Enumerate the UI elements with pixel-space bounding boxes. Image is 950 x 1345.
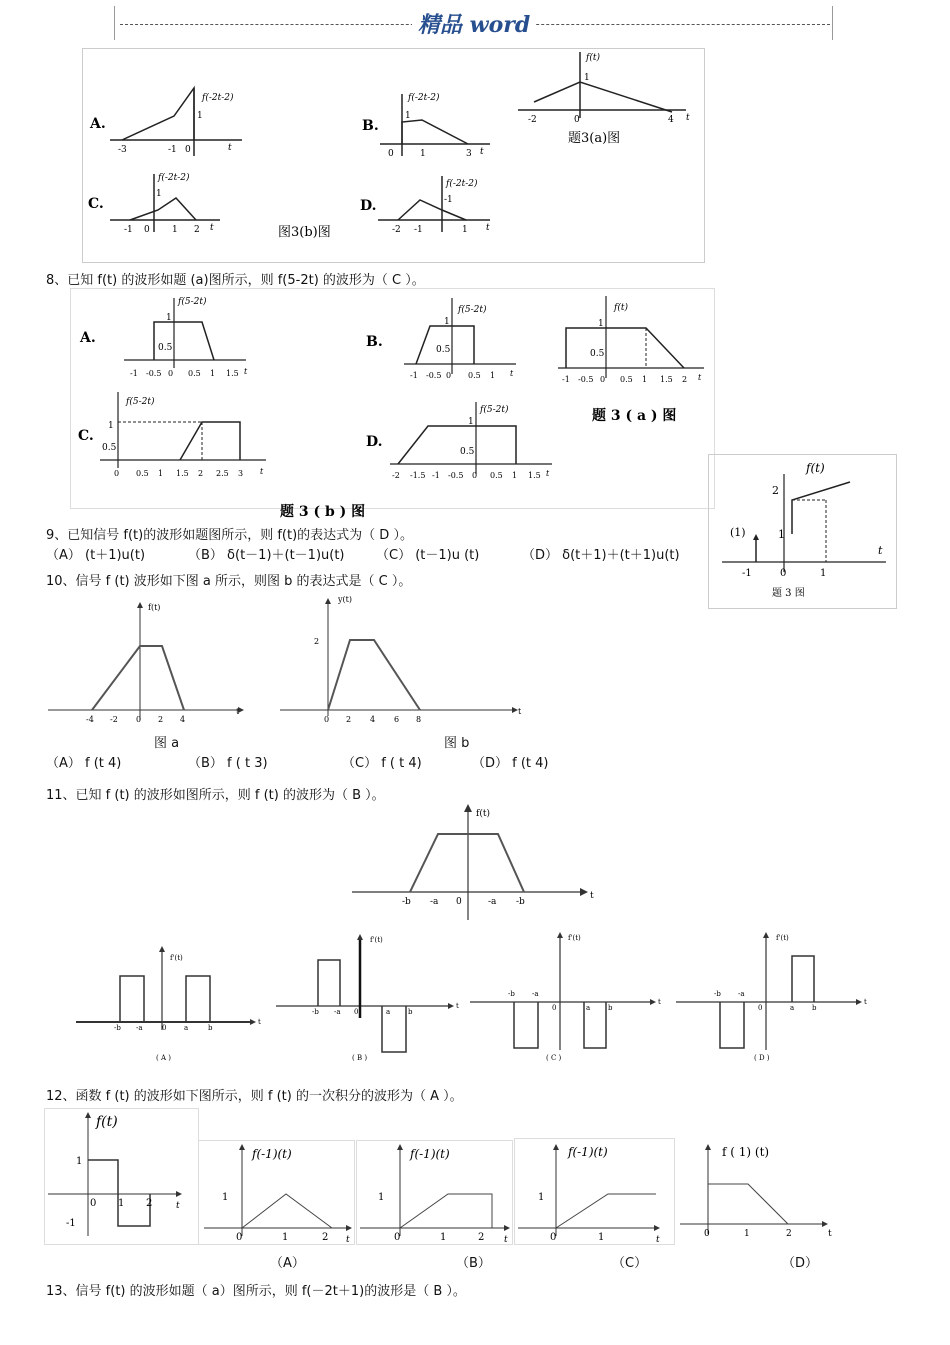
svg-text:f'(t): f'(t) — [370, 936, 383, 944]
svg-text:0.5: 0.5 — [158, 343, 173, 353]
svg-text:f(-2t-2): f(-2t-2) — [446, 179, 478, 189]
svg-text:0: 0 — [324, 715, 330, 724]
svg-text:t: t — [244, 367, 248, 376]
svg-text:-a: -a — [738, 990, 745, 998]
svg-text:-0.5: -0.5 — [426, 371, 442, 380]
svg-text:-1: -1 — [130, 369, 138, 378]
svg-text:0: 0 — [600, 375, 606, 384]
q7-option-d-label: D. — [360, 198, 377, 214]
svg-text:t: t — [590, 891, 594, 901]
svg-text:0: 0 — [758, 1004, 763, 1012]
q11-caption-a: ( A ) — [156, 1054, 171, 1062]
svg-text:f(t): f(t) — [96, 1114, 118, 1130]
svg-text:t: t — [176, 1201, 180, 1211]
svg-text:2: 2 — [346, 715, 352, 724]
svg-text:0.5: 0.5 — [590, 349, 605, 359]
svg-text:-b: -b — [402, 897, 411, 907]
svg-text:1: 1 — [172, 225, 178, 235]
q7-option-c-label: C. — [88, 196, 104, 212]
svg-text:2: 2 — [772, 484, 779, 497]
svg-text:0: 0 — [136, 715, 142, 724]
q8-figure — [70, 288, 716, 520]
svg-text:t: t — [658, 998, 661, 1006]
q9-text: 9、已知信号 f(t)的波形如题图所示，则 f(t)的表达式为（ D ）。 — [46, 528, 413, 543]
svg-text:-1: -1 — [742, 568, 752, 579]
svg-text:-1: -1 — [414, 225, 423, 235]
svg-text:a: a — [586, 1004, 591, 1012]
q8-caption-a: 题 3 ( a ) 图 — [592, 408, 677, 424]
svg-text:t: t — [260, 467, 264, 476]
svg-text:-1.5: -1.5 — [410, 471, 426, 480]
svg-text:0: 0 — [185, 145, 191, 155]
svg-text:f ( 1) (t): f ( 1) (t) — [722, 1145, 770, 1159]
svg-text:t: t — [236, 707, 240, 716]
svg-text:t: t — [504, 1235, 508, 1245]
svg-text:2: 2 — [198, 469, 204, 478]
q7-figure — [82, 48, 706, 263]
svg-text:4: 4 — [180, 715, 186, 724]
q12-caption-c: （C） — [612, 1256, 648, 1271]
svg-text:0: 0 — [704, 1229, 710, 1239]
q9-option-c: （C） (t－1)u (t) — [376, 548, 480, 563]
svg-text:f'(t): f'(t) — [776, 934, 789, 942]
svg-text:t: t — [686, 113, 690, 123]
q9-figure — [708, 454, 898, 610]
svg-text:1: 1 — [166, 313, 172, 323]
svg-text:a: a — [184, 1024, 189, 1032]
svg-text:1: 1 — [444, 317, 450, 327]
svg-text:-2: -2 — [392, 471, 400, 480]
svg-text:-0.5: -0.5 — [578, 375, 594, 384]
svg-text:y(t): y(t) — [338, 596, 352, 604]
q12-caption-d: （D） — [782, 1256, 819, 1271]
svg-text:0: 0 — [354, 1008, 359, 1016]
svg-text:1: 1 — [440, 1232, 447, 1243]
svg-text:a: a — [386, 1008, 391, 1016]
svg-text:f(t): f(t) — [806, 461, 825, 475]
svg-text:1: 1 — [598, 319, 604, 329]
svg-text:f(t): f(t) — [614, 303, 628, 313]
svg-text:2: 2 — [314, 637, 320, 646]
svg-text:t: t — [480, 147, 484, 157]
svg-text:1.5: 1.5 — [528, 471, 541, 480]
q7-caption-a: 题3(a)图 — [568, 131, 621, 146]
svg-text:1: 1 — [156, 189, 162, 199]
svg-text:-2: -2 — [110, 715, 118, 724]
svg-text:2: 2 — [478, 1232, 485, 1243]
svg-text:1: 1 — [778, 528, 785, 541]
svg-text:0.5: 0.5 — [620, 375, 633, 384]
svg-text:0: 0 — [456, 897, 462, 907]
svg-text:t: t — [546, 469, 550, 478]
svg-text:2: 2 — [322, 1232, 329, 1243]
svg-text:f(-2t-2): f(-2t-2) — [408, 93, 440, 103]
svg-text:1: 1 — [820, 568, 827, 579]
q12-caption-a: （A） — [270, 1256, 305, 1271]
svg-text:-b: -b — [312, 1008, 319, 1016]
svg-text:A.: A. — [80, 330, 96, 346]
svg-text:1.5: 1.5 — [660, 375, 673, 384]
svg-text:1: 1 — [744, 1229, 750, 1239]
svg-text:1: 1 — [108, 421, 114, 431]
svg-text:-1: -1 — [432, 471, 440, 480]
header-left-rule — [114, 6, 115, 40]
svg-text:0: 0 — [388, 149, 394, 159]
svg-text:-a: -a — [334, 1008, 341, 1016]
svg-text:f(5-2t): f(5-2t) — [480, 405, 509, 415]
q7-caption-b: 图3(b)图 — [278, 225, 331, 240]
q8-text: 8、已知 f(t) 的波形如题 (a)图所示，则 f(5-2t) 的波形为（ C ）。 — [46, 273, 425, 288]
q11-option-figures — [72, 930, 882, 1066]
svg-text:0.5: 0.5 — [102, 443, 117, 453]
q12-figures — [44, 1108, 852, 1268]
svg-text:t: t — [346, 1235, 350, 1245]
svg-text:0: 0 — [472, 471, 478, 480]
svg-text:f(5-2t): f(5-2t) — [458, 305, 487, 315]
svg-text:-4: -4 — [86, 715, 94, 724]
svg-text:1.5: 1.5 — [176, 469, 189, 478]
svg-text:(1): (1) — [730, 526, 746, 539]
svg-text:a: a — [790, 1004, 795, 1012]
svg-text:t: t — [510, 369, 514, 378]
svg-text:1: 1 — [76, 1156, 83, 1167]
svg-text:t: t — [878, 544, 883, 557]
svg-text:2: 2 — [158, 715, 164, 724]
svg-text:1: 1 — [512, 471, 518, 480]
svg-text:-b: -b — [508, 990, 515, 998]
svg-text:0: 0 — [236, 1232, 243, 1243]
svg-text:-0.5: -0.5 — [146, 369, 162, 378]
svg-text:-1: -1 — [124, 225, 133, 235]
q11-caption-d: ( D ) — [754, 1054, 770, 1062]
svg-text:1: 1 — [538, 1192, 545, 1203]
svg-text:2: 2 — [194, 225, 200, 235]
svg-text:f(5-2t): f(5-2t) — [178, 297, 207, 307]
svg-text:2.5: 2.5 — [216, 469, 229, 478]
svg-text:4: 4 — [668, 115, 674, 125]
svg-text:0: 0 — [780, 568, 787, 579]
svg-text:1: 1 — [642, 375, 648, 384]
svg-text:B.: B. — [366, 334, 383, 350]
svg-text:1: 1 — [282, 1232, 289, 1243]
q10-option-a: （A） f (t 4) — [46, 756, 122, 771]
q10-caption-a: 图 a — [154, 736, 180, 751]
svg-text:8: 8 — [416, 715, 422, 724]
svg-text:t: t — [486, 223, 490, 233]
svg-text:1: 1 — [490, 371, 496, 380]
svg-text:C.: C. — [78, 428, 94, 444]
q10-option-d: （D） f (t 4) — [472, 756, 549, 771]
svg-text:-3: -3 — [118, 145, 127, 155]
svg-text:0: 0 — [552, 1004, 557, 1012]
q11-caption-b: ( B ) — [352, 1054, 368, 1062]
svg-text:-1: -1 — [168, 145, 177, 155]
q9-caption: 题 3 图 — [772, 588, 805, 599]
svg-text:0: 0 — [394, 1232, 401, 1243]
svg-text:-a: -a — [532, 990, 539, 998]
svg-text:1: 1 — [468, 417, 474, 427]
header-right-rule — [832, 6, 833, 40]
svg-text:t: t — [698, 373, 702, 382]
svg-text:0: 0 — [446, 371, 452, 380]
q10-option-c: （C） f ( t 4) — [342, 756, 422, 771]
svg-text:f(t): f(t) — [476, 809, 490, 819]
svg-text:t: t — [828, 1229, 832, 1239]
svg-text:f(-2t-2): f(-2t-2) — [202, 93, 234, 103]
svg-text:b: b — [608, 1004, 613, 1012]
svg-text:3: 3 — [238, 469, 244, 478]
svg-text:f(-1)(t): f(-1)(t) — [410, 1147, 450, 1161]
svg-text:-a: -a — [488, 897, 497, 907]
svg-text:0.5: 0.5 — [136, 469, 149, 478]
svg-text:D.: D. — [366, 434, 383, 450]
svg-text:1: 1 — [197, 111, 203, 121]
svg-text:t: t — [228, 143, 232, 153]
svg-text:-1: -1 — [562, 375, 570, 384]
svg-text:f'(t): f'(t) — [170, 954, 183, 962]
q12-caption-b: （B） — [456, 1256, 491, 1271]
svg-text:0: 0 — [90, 1198, 97, 1209]
svg-text:t: t — [656, 1235, 660, 1245]
svg-text:0.5: 0.5 — [490, 471, 503, 480]
q7-option-a-label: A. — [90, 116, 106, 132]
q7-option-b-label: B. — [362, 118, 379, 134]
svg-text:f(-1)(t): f(-1)(t) — [252, 1147, 292, 1161]
svg-text:b: b — [812, 1004, 817, 1012]
svg-text:0: 0 — [168, 369, 174, 378]
svg-text:2: 2 — [682, 375, 688, 384]
q11-main-figure — [348, 802, 608, 924]
svg-text:1: 1 — [210, 369, 216, 378]
q11-caption-c: ( C ) — [546, 1054, 562, 1062]
svg-text:1: 1 — [598, 1232, 605, 1243]
svg-text:f(t): f(t) — [148, 603, 161, 612]
svg-text:f'(t): f'(t) — [568, 934, 581, 942]
svg-text:1: 1 — [118, 1198, 125, 1209]
svg-text:0.5: 0.5 — [188, 369, 201, 378]
svg-text:3: 3 — [466, 149, 472, 159]
svg-text:1: 1 — [158, 469, 164, 478]
svg-text:-b: -b — [714, 990, 721, 998]
q10-option-b: （B） f ( t 3) — [188, 756, 268, 771]
q13-text: 13、信号 f(t) 的波形如题（ a）图所示，则 f(－2t＋1)的波形是（ B ）。 — [46, 1284, 466, 1299]
svg-text:1: 1 — [222, 1192, 229, 1203]
svg-text:0: 0 — [574, 115, 580, 125]
svg-text:1.5: 1.5 — [226, 369, 239, 378]
svg-text:t: t — [864, 998, 867, 1006]
svg-text:1: 1 — [420, 149, 426, 159]
svg-text:-1: -1 — [444, 195, 453, 205]
svg-text:f(5-2t): f(5-2t) — [126, 397, 155, 407]
svg-text:1: 1 — [584, 73, 590, 83]
svg-text:f(-2t-2): f(-2t-2) — [158, 173, 190, 183]
svg-text:4: 4 — [370, 715, 376, 724]
svg-text:t: t — [258, 1018, 261, 1026]
svg-text:-2: -2 — [528, 115, 537, 125]
svg-text:1: 1 — [378, 1192, 385, 1203]
svg-text:-1: -1 — [410, 371, 418, 380]
svg-text:-a: -a — [136, 1024, 143, 1032]
svg-text:1: 1 — [405, 111, 411, 121]
svg-text:2: 2 — [786, 1229, 792, 1239]
svg-text:b: b — [208, 1024, 213, 1032]
svg-text:0: 0 — [144, 225, 150, 235]
q9-option-b: （B） δ(t－1)＋(t－1)u(t) — [188, 548, 345, 563]
svg-text:t: t — [518, 707, 522, 716]
svg-text:-2: -2 — [392, 225, 401, 235]
svg-text:0.5: 0.5 — [436, 345, 451, 355]
q12-text: 12、函数 f (t) 的波形如下图所示，则 f (t) 的一次积分的波形为（ A ）。 — [46, 1089, 463, 1104]
svg-text:-0.5: -0.5 — [448, 471, 464, 480]
header-title: 精品 word — [412, 8, 536, 39]
q11-text: 11、已知 f (t) 的波形如图所示，则 f (t) 的波形为（ B ）。 — [46, 788, 385, 803]
svg-text:0.5: 0.5 — [468, 371, 481, 380]
svg-text:2: 2 — [146, 1198, 153, 1209]
svg-text:f(t): f(t) — [586, 53, 600, 63]
q9-option-d: （D） δ(t＋1)＋(t＋1)u(t) — [522, 548, 680, 563]
q10-text: 10、信号 f (t) 波形如下图 a 所示，则图 b 的表达式是（ C ）。 — [46, 574, 412, 589]
svg-text:-b: -b — [516, 897, 525, 907]
svg-text:t: t — [456, 1002, 459, 1010]
svg-text:0: 0 — [162, 1024, 167, 1032]
svg-text:-b: -b — [114, 1024, 121, 1032]
svg-text:0.5: 0.5 — [460, 447, 475, 457]
svg-text:1: 1 — [462, 225, 468, 235]
svg-text:f(-1)(t): f(-1)(t) — [568, 1145, 608, 1159]
svg-text:0: 0 — [114, 469, 120, 478]
svg-text:b: b — [408, 1008, 413, 1016]
q8-caption-b: 题 3 ( b ) 图 — [280, 504, 366, 520]
svg-text:t: t — [210, 223, 214, 233]
q10-caption-b: 图 b — [444, 736, 470, 751]
svg-text:-1: -1 — [66, 1218, 76, 1229]
svg-text:0: 0 — [550, 1232, 557, 1243]
q9-option-a: （A） (t＋1)u(t) — [46, 548, 146, 563]
q10-figures — [44, 596, 534, 726]
svg-text:6: 6 — [394, 715, 400, 724]
svg-text:-a: -a — [430, 897, 439, 907]
